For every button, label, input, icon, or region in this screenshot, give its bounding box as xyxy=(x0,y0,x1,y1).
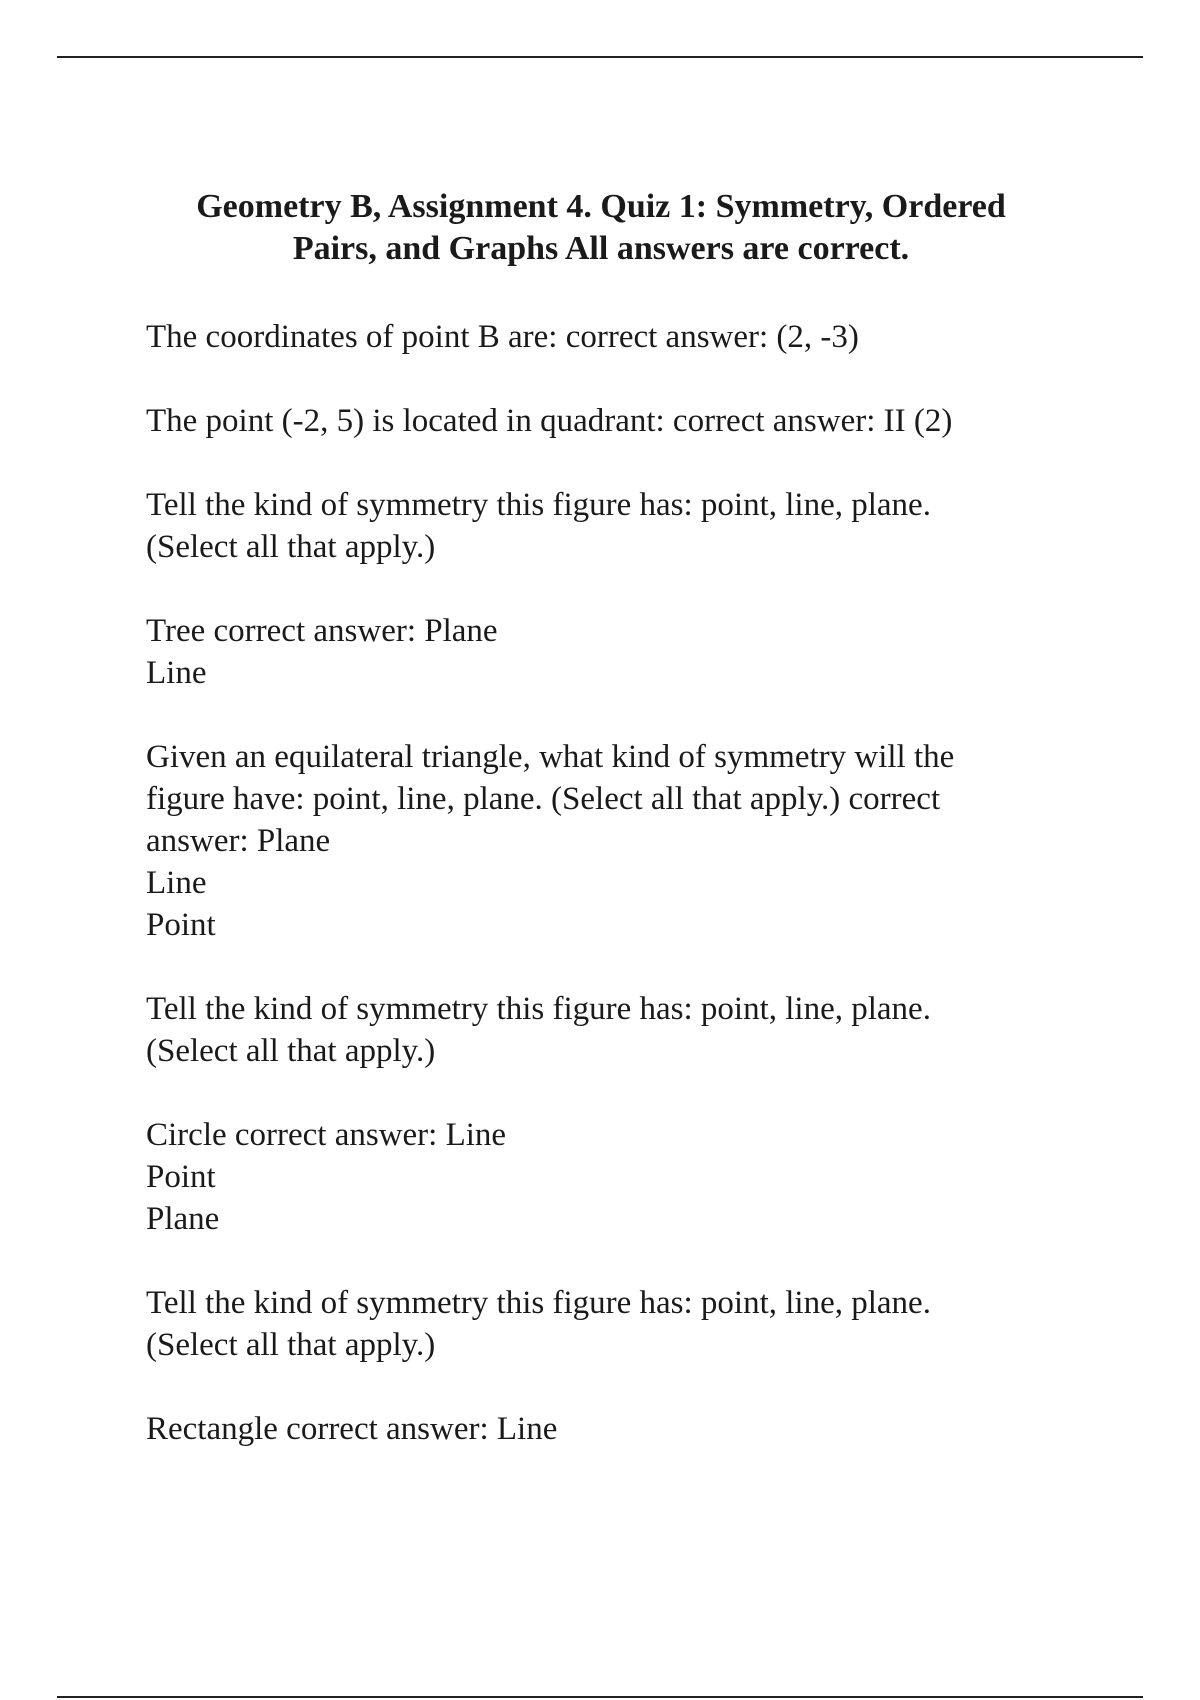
text-line: Tree correct answer: Plane xyxy=(146,613,498,649)
question-symmetry-prompt xyxy=(146,484,1056,568)
question-symmetry-prompt xyxy=(146,988,1056,1072)
text-line: (Select all that apply.) xyxy=(146,529,436,565)
top-rule xyxy=(57,56,1143,58)
text-line: Point xyxy=(146,1159,216,1195)
document-body xyxy=(146,186,1056,1492)
document-title xyxy=(146,186,1056,270)
text-line: answer: Plane xyxy=(146,823,331,859)
text-line: Tell the kind of symmetry this figure has: point, line, plane. xyxy=(146,1285,931,1321)
question-coordinates-point-b xyxy=(146,316,1056,358)
question-equilateral-triangle xyxy=(146,736,1056,946)
text-line: The coordinates of point B are: correct answer: (2, -3) xyxy=(146,319,859,355)
answer-circle xyxy=(146,1114,1056,1240)
text-line: Circle correct answer: Line xyxy=(146,1117,507,1153)
text-line: Line xyxy=(146,865,207,901)
answer-rectangle xyxy=(146,1408,1056,1450)
text-line: figure have: point, line, plane. (Select all that apply.) correct xyxy=(146,781,941,817)
text-line: Plane xyxy=(146,1201,220,1237)
question-quadrant xyxy=(146,400,1056,442)
text-line: Tell the kind of symmetry this figure has: point, line, plane. xyxy=(146,487,931,523)
text-line: Rectangle correct answer: Line xyxy=(146,1411,558,1447)
answer-tree xyxy=(146,610,1056,694)
text-line: (Select all that apply.) xyxy=(146,1327,436,1363)
bottom-rule xyxy=(57,1696,1143,1698)
title-line: Geometry B, Assignment 4. Quiz 1: Symmetry, Ordered xyxy=(196,188,1006,225)
question-symmetry-prompt xyxy=(146,1282,1056,1366)
text-line: Line xyxy=(146,655,207,691)
text-line: The point (-2, 5) is located in quadrant: correct answer: II (2) xyxy=(146,403,953,439)
text-line: Point xyxy=(146,907,216,943)
text-line: Tell the kind of symmetry this figure has: point, line, plane. xyxy=(146,991,931,1027)
text-line: (Select all that apply.) xyxy=(146,1033,436,1069)
title-line: Pairs, and Graphs All answers are correct. xyxy=(292,230,910,267)
text-line: Given an equilateral triangle, what kind of symmetry will the xyxy=(146,739,955,775)
